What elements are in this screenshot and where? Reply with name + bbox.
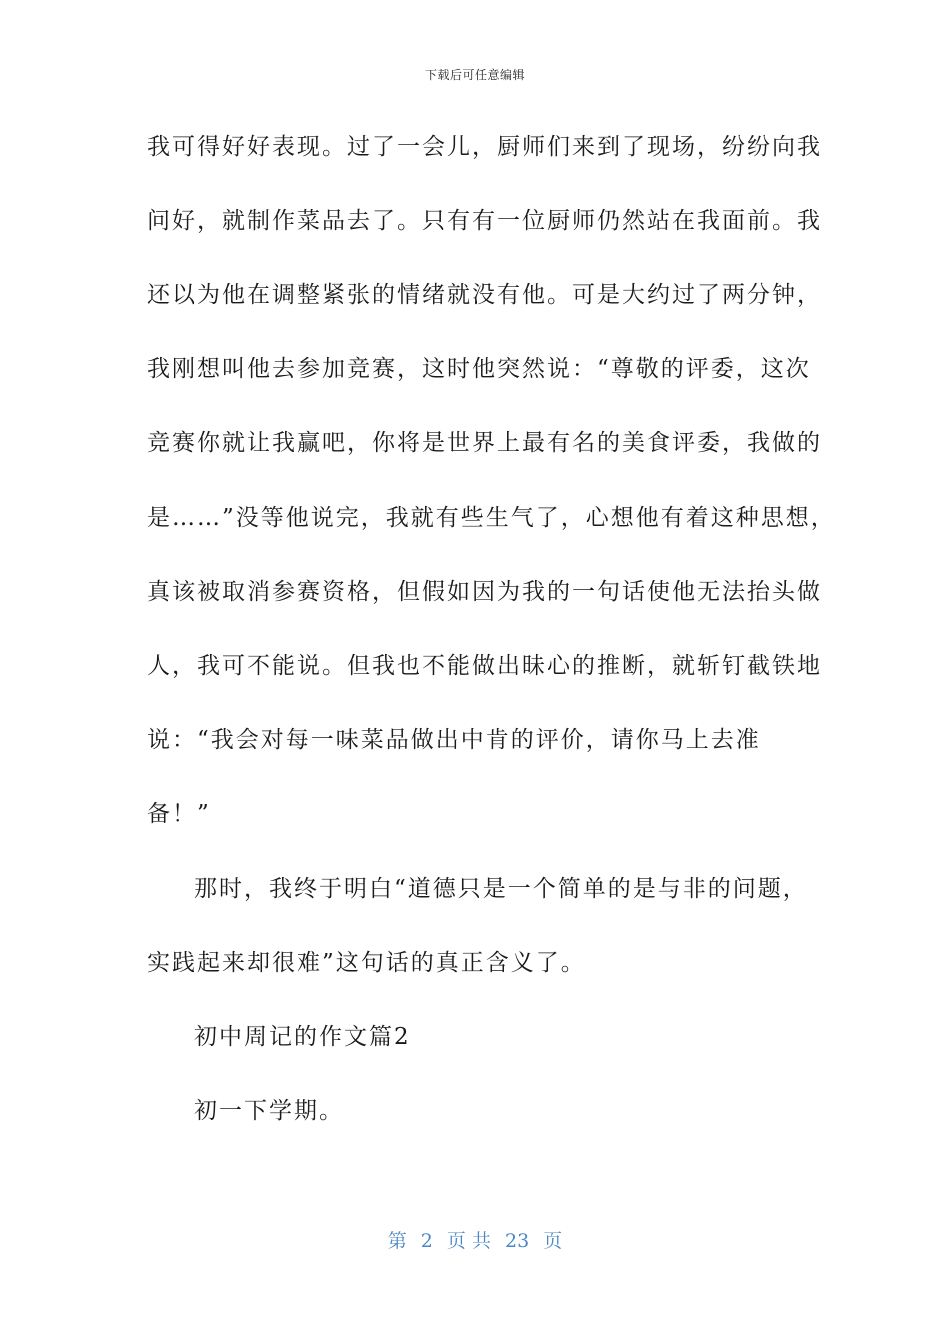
footer-prefix: 第 xyxy=(387,1230,407,1252)
page-footer xyxy=(0,1226,950,1253)
body-line: 说：“我会对每一味菜品做出中肯的评价，请你马上去准 xyxy=(147,727,761,753)
body-line: 实践起来却很难”这句话的真正含义了。 xyxy=(147,950,586,976)
page-header: 下载后可任意编辑 xyxy=(424,68,525,82)
footer-total-pages: 23 xyxy=(505,1230,530,1252)
body-line: 那时，我终于明白“道德只是一个简单的是与非的问题， xyxy=(194,876,808,902)
footer-page-number: 2 xyxy=(420,1230,433,1252)
body-line: 备！” xyxy=(147,801,211,827)
footer-middle: 页 共 xyxy=(446,1230,491,1252)
body-line: 还以为他在调整紧张的情绪就没有他。可是大约过了两分钟， xyxy=(147,282,822,308)
body-line: 初一下学期。 xyxy=(194,1098,344,1124)
body-line: 竞赛你就让我赢吧，你将是世界上最有名的美食评委，我做的 xyxy=(147,430,822,456)
body-line: 真该被取消参赛资格，但假如因为我的一句话使他无法抬头做 xyxy=(147,579,822,605)
body-line: 我刚想叫他去参加竞赛，这时他突然说：“尊敬的评委，这次 xyxy=(147,356,811,382)
body-line: 人，我可不能说。但我也不能做出昧心的推断，就斩钉截铁地 xyxy=(147,653,822,679)
body-line: 是……”没等他说完，我就有些生气了，心想他有着这种思想， xyxy=(147,505,836,531)
footer-suffix: 页 xyxy=(543,1230,563,1252)
body-line: 我可得好好表现。过了一会儿，厨师们来到了现场，纷纷向我 xyxy=(147,134,822,160)
body-line: 问好，就制作菜品去了。只有有一位厨师仍然站在我面前。我 xyxy=(147,208,822,234)
section-heading: 初中周记的作文篇2 xyxy=(194,1024,411,1050)
